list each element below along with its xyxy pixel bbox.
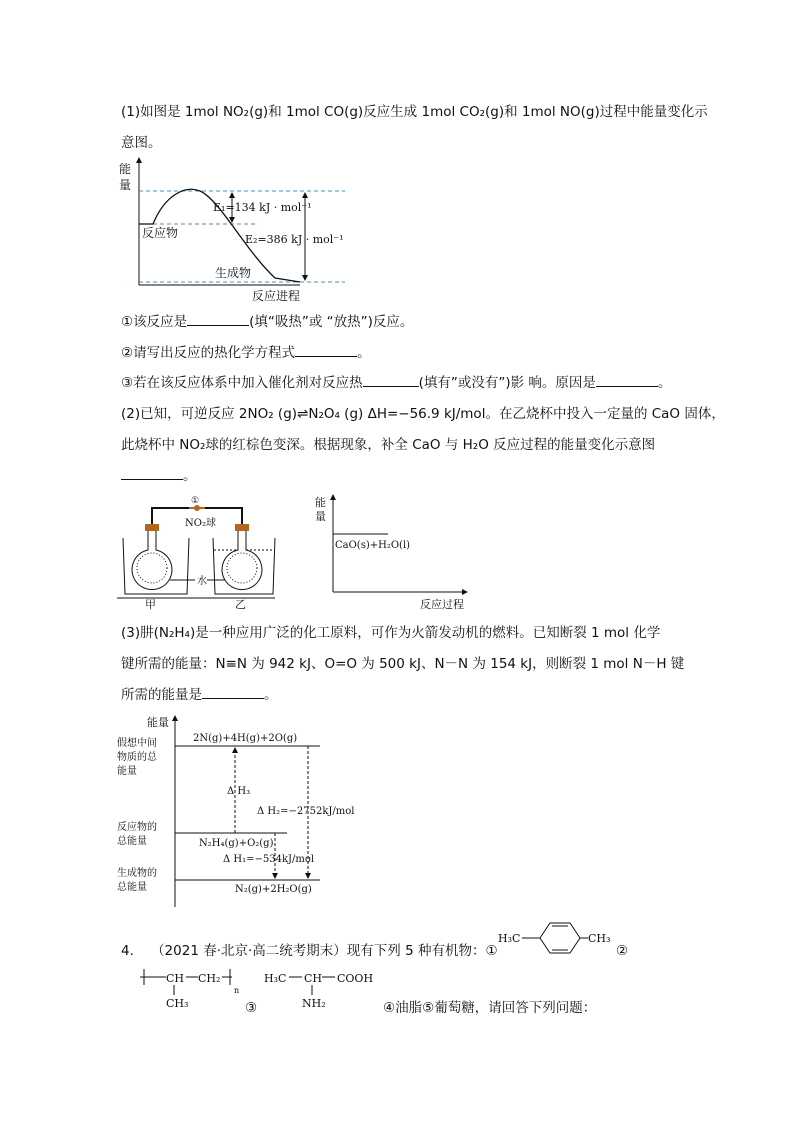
aa-nh2-label: NH₂ [302,997,326,1010]
benzene-ring [540,923,580,953]
q3-dh1-label: Δ H₁=−534kJ/mol [223,854,315,865]
stopper-a [145,524,159,531]
q3-dh3-label: Δ H₃ [227,786,251,797]
ball-label: NO₂球 [185,518,216,529]
aa-cooh-label: COOH [337,972,374,985]
q2-line1: (2)已知，可逆反应 2NO₂ (g)⇌N₂O₄ (g) ΔH=−56.9 kJ/mol。在乙烧杯中投入一定量的 CaO 固体， [121,406,725,422]
q3-left-label: 总能量 [117,836,147,847]
q1-e2-label: E₂=386 kJ · mol⁻¹ [245,233,344,246]
q4-line1: 4. （2021 春·北京·高二统考期末）现有下列 5 种有机物：① [121,943,498,959]
q3-energy-diagram [115,712,355,912]
q1-sub1: ①该反应是 (填“吸热”或 “放热”)反应。 [121,314,414,330]
ch2-label: CH₂ [198,972,221,985]
polypropylene-structure [140,965,250,1015]
q1-intro-line2: 意图。 [121,135,162,151]
flask-b [222,531,262,590]
answer-blank[interactable] [202,686,264,699]
ch3-label: CH₃ [166,997,189,1010]
q3-mid-level-label: N₂H₄(g)+O₂(g) [199,838,274,849]
alanine-structure [262,965,392,1015]
q3-left-label: 物质的总 [117,752,157,763]
n-label: n [234,986,240,995]
q3-dh2-label: Δ H₂=−2752kJ/mol [257,806,355,817]
q2-line3: 。 [121,467,197,485]
q3-line1: (3)肼(N₂H₄)是一种应用广泛的化工原料，可作为火箭发动机的燃料。已知断裂 1 mol 化学 [121,625,661,641]
answer-blank[interactable] [187,313,249,326]
q1-ylabel-1: 能 [119,162,132,176]
q2-xlabel: 反应过程 [420,598,464,611]
q3-left-label: 生成物的 [117,868,157,879]
q3-top-level-label: 2N(g)+4H(g)+2O(g) [193,733,298,744]
q3-left-label: 总能量 [117,882,147,893]
q1-energy-diagram [115,155,355,305]
methyl-right: CH₃ [588,932,611,945]
beaker-b-label: 乙 [235,598,246,611]
clip-label: ① [191,496,200,506]
q3-ylabel: 能量 [147,716,169,729]
flask-a [132,531,172,590]
answer-blank[interactable] [363,374,419,387]
ch-label: CH [166,972,185,985]
methyl-left: H₃C [498,932,521,945]
q2-level-label: CaO(s)+H₂O(l) [335,540,411,551]
p-xylene-structure [496,918,616,958]
q1-sub2: ②请写出反应的热化学方程式 。 [121,345,371,361]
q3-line3: 所需的能量是 。 [121,687,278,703]
q1-sub3: ③若在该反应体系中加入催化剂对反应热 (填有”或没有”)影 响。原因是 。 [121,375,672,391]
q1-ylabel-2: 量 [119,178,132,192]
q2-energy-graph [310,494,470,614]
beaker-a-label: 甲 [145,598,156,611]
q3-left-label: 假想中间 [117,738,157,749]
q2-line2: 此烧杯中 NO₂球的红棕色变深。根据现象，补全 CaO 与 H₂O 反应过程的能量变化示意图 [121,437,656,453]
stopper-b [235,524,249,531]
q3-line2: 键所需的能量：N≡N 为 942 kJ、O=O 为 500 kJ、N－N 为 154 kJ，则断裂 1 mol N－H 键 [121,656,685,672]
q4-c2: ② [616,943,629,959]
q1-reactant-label: 反应物 [142,226,179,240]
q2-ylabel-1: 能 [315,496,326,509]
q2-apparatus [115,494,275,614]
q1-intro-line1: (1)如图是 1mol NO₂(g)和 1mol CO(g)反应生成 1mol CO₂(g)和 1mol NO(g)过程中能量变化示 [121,104,708,120]
q1-xlabel: 反应进程 [252,289,301,303]
q3-bottom-level-label: N₂(g)+2H₂O(g) [235,884,312,895]
q3-left-label: 能量 [117,766,137,777]
aa-h3c-label: H₃C [264,972,287,985]
q2-ylabel-2: 量 [315,510,326,523]
q1-e1-label: E₁=134 kJ · mol⁻¹ [213,201,312,214]
answer-blank[interactable] [121,467,183,480]
answer-blank[interactable] [596,374,658,387]
q3-left-label: 反应物的 [117,822,157,833]
water-label: 水 [197,576,207,587]
answer-blank[interactable] [295,344,357,357]
q4-tail: ④油脂⑤葡萄糖，请回答下列问题： [383,1000,597,1016]
q4-c3: ③ [245,1000,258,1016]
aa-ch-label: CH [304,972,323,985]
q1-product-label: 生成物 [215,266,252,280]
